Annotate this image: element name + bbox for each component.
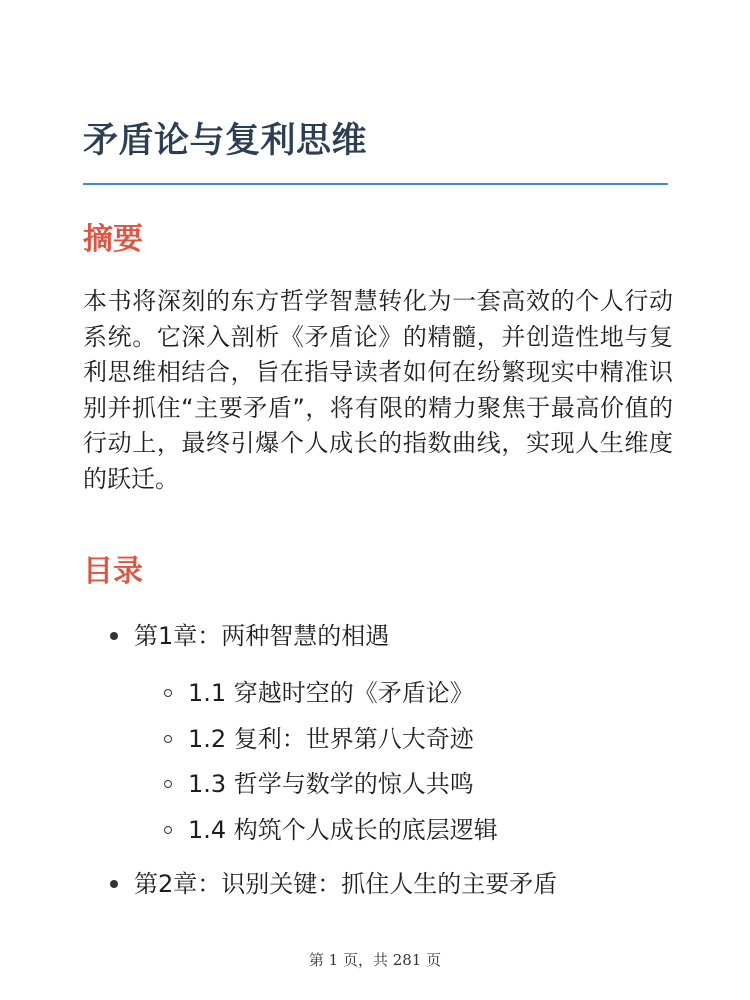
abstract-paragraph: 本书将深刻的东方哲学智慧转化为一套高效的个人行动系统。它深入剖析《矛盾论》的精髓，并创造性地与复利思维相结合，旨在指导读者如何在纷繁现实中精准识别并抓住“主要矛盾”，将有限的精力聚焦于最高价值的行动上，最终引爆个人成长的指数曲线，实现人生维度的跃迁。 xyxy=(83,287,673,493)
toc-chapter-1[interactable]: 第1章：两种智慧的相遇 xyxy=(134,622,390,650)
toc-section-1-3[interactable]: 1.3 哲学与数学的惊人共鸣 xyxy=(188,770,474,798)
bullet-circle-icon xyxy=(164,780,172,788)
summary-heading: 摘要 xyxy=(83,222,143,257)
toc-section-1-2[interactable]: 1.2 复利：世界第八大奇迹 xyxy=(188,725,474,753)
bullet-circle-icon xyxy=(164,689,172,697)
toc-section-1-1[interactable]: 1.1 穿越时空的《矛盾论》 xyxy=(188,679,474,707)
title-divider xyxy=(83,183,668,185)
bullet-circle-icon xyxy=(164,826,172,834)
bullet-circle-icon xyxy=(164,735,172,743)
toc-section-1-4[interactable]: 1.4 构筑个人成长的底层逻辑 xyxy=(188,816,498,844)
toc-chapter-2[interactable]: 第2章：识别关键：抓住人生的主要矛盾 xyxy=(134,870,558,898)
toc-heading: 目录 xyxy=(83,554,143,589)
bullet-disc-icon xyxy=(110,632,118,640)
document-title: 矛盾论与复利思维 xyxy=(83,121,368,161)
bullet-disc-icon xyxy=(110,880,118,888)
page-number-footer: 第 1 页，共 281 页 xyxy=(308,951,442,969)
